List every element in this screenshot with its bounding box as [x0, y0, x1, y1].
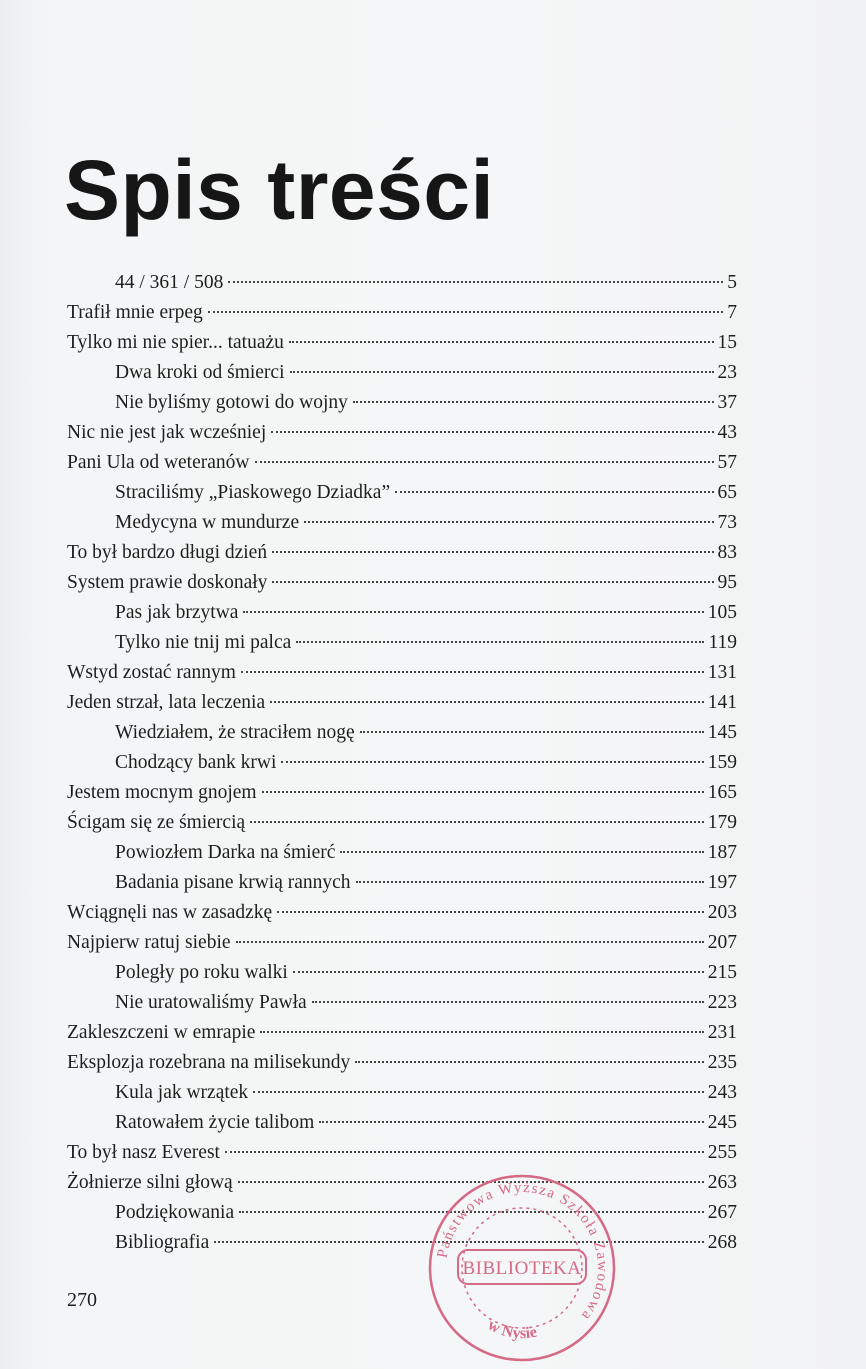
dot-leader [255, 460, 714, 463]
toc-entry [67, 568, 737, 598]
toc-entry [67, 1198, 737, 1228]
toc-entry [67, 1048, 737, 1078]
dot-leader [271, 430, 713, 433]
dot-leader [312, 1000, 704, 1003]
toc-entry-page: 263 [707, 1172, 737, 1193]
dot-leader [272, 550, 713, 553]
dot-leader [395, 490, 713, 493]
toc-entry [67, 298, 737, 328]
toc-entry-page: 43 [717, 422, 737, 443]
dot-leader [253, 1090, 704, 1093]
toc-entry [67, 598, 737, 628]
toc-entry-page: 145 [707, 722, 737, 743]
dot-leader [356, 880, 704, 883]
toc-entry [67, 1078, 737, 1108]
toc-entry-page: 141 [707, 692, 737, 713]
dot-leader [296, 640, 704, 643]
toc-entry-title: Tylko nie tnij mi palca [115, 632, 292, 653]
toc-entry-title: Nic nie jest jak wcześniej [67, 422, 267, 443]
toc-entry-page: 245 [707, 1112, 737, 1133]
toc-entry [67, 1108, 737, 1138]
dot-leader [290, 370, 714, 373]
dot-leader [250, 820, 704, 823]
toc-entry-page: 95 [717, 572, 737, 593]
dot-leader [293, 970, 704, 973]
toc-entry [67, 898, 737, 928]
toc-entry-title: Pani Ula od weteranów [67, 452, 250, 473]
toc-entry-title: Trafił mnie erpeg [67, 302, 203, 323]
dot-leader [319, 1120, 703, 1123]
toc-entry-page: 165 [707, 782, 737, 803]
dot-leader [236, 940, 704, 943]
dot-leader [340, 850, 703, 853]
table-of-contents [67, 268, 737, 1258]
toc-entry-page: 131 [707, 662, 737, 683]
toc-entry-title: Zakleszczeni w emrapie [67, 1022, 256, 1043]
toc-entry-page: 5 [727, 272, 737, 293]
toc-entry-title: Chodzący bank krwi [115, 752, 277, 773]
dot-leader [353, 400, 714, 403]
page-number: 270 [67, 1289, 97, 1311]
toc-entry [67, 1018, 737, 1048]
toc-entry-title: Powiozłem Darka na śmierć [115, 842, 336, 863]
toc-entry-title: Wciągnęli nas w zasadzkę [67, 902, 273, 923]
toc-entry-page: 65 [717, 482, 737, 503]
dot-leader [270, 700, 704, 703]
toc-entry-title: Nie byliśmy gotowi do wojny [115, 392, 348, 413]
toc-entry [67, 328, 737, 358]
toc-entry [67, 448, 737, 478]
toc-entry-page: 255 [707, 1142, 737, 1163]
toc-entry-page: 83 [717, 542, 737, 563]
toc-entry-title: Pas jak brzytwa [115, 602, 239, 623]
toc-entry-title: System prawie doskonały [67, 572, 268, 593]
toc-entry [67, 868, 737, 898]
toc-entry [67, 478, 737, 508]
dot-leader [243, 610, 703, 613]
toc-entry [67, 508, 737, 538]
toc-entry-title: Poległy po roku walki [115, 962, 288, 983]
dot-leader [260, 1030, 703, 1033]
toc-entry-title: 44 / 361 / 508 [115, 272, 224, 293]
toc-entry [67, 718, 737, 748]
toc-entry-title: Bibliografia [115, 1232, 210, 1253]
toc-entry-page: 73 [717, 512, 737, 533]
dot-leader [241, 670, 704, 673]
toc-entry-page: 235 [707, 1052, 737, 1073]
toc-entry-title: Najpierw ratuj siebie [67, 932, 231, 953]
toc-entry [67, 988, 737, 1018]
toc-entry-page: 119 [708, 632, 737, 653]
toc-entry-title: Nie uratowaliśmy Pawła [115, 992, 307, 1013]
toc-entry [67, 958, 737, 988]
dot-leader [277, 910, 704, 913]
dot-leader [360, 730, 704, 733]
dot-leader [289, 340, 714, 343]
toc-entry-page: 203 [707, 902, 737, 923]
toc-entry-title: Tylko mi nie spier... tatuażu [67, 332, 284, 353]
toc-entry [67, 928, 737, 958]
toc-entry [67, 658, 737, 688]
toc-entry-page: 7 [727, 302, 737, 323]
toc-entry [67, 538, 737, 568]
toc-entry [67, 838, 737, 868]
toc-entry-title: To był nasz Everest [67, 1142, 220, 1163]
toc-entry-page: 179 [707, 812, 737, 833]
toc-entry-page: 268 [707, 1232, 737, 1253]
toc-entry-title: Straciliśmy „Piaskowego Dziadka” [115, 482, 391, 503]
toc-entry-title: Ratowałem życie talibom [115, 1112, 315, 1133]
toc-entry-title: Dwa kroki od śmierci [115, 362, 285, 383]
stamp-center-text: BIBLIOTEKA [462, 1258, 582, 1279]
toc-entry [67, 1168, 737, 1198]
toc-entry-page: 187 [707, 842, 737, 863]
dot-leader [355, 1060, 704, 1063]
toc-entry-page: 105 [707, 602, 737, 623]
toc-entry-page: 159 [707, 752, 737, 773]
toc-entry [67, 748, 737, 778]
toc-entry-title: Podziękowania [115, 1202, 235, 1223]
library-stamp [424, 1170, 620, 1366]
toc-entry-page: 57 [717, 452, 737, 473]
toc-entry [67, 628, 737, 658]
toc-entry-title: Kula jak wrzątek [115, 1082, 249, 1103]
toc-entry [67, 388, 737, 418]
toc-entry [67, 808, 737, 838]
toc-entry-title: Wstyd zostać rannym [67, 662, 236, 683]
toc-entry [67, 1138, 737, 1168]
page-title: Spis treści [64, 143, 495, 237]
toc-entry-page: 197 [707, 872, 737, 893]
dot-leader [281, 760, 703, 763]
toc-entry-page: 223 [707, 992, 737, 1013]
toc-entry-title: To był bardzo długi dzień [67, 542, 268, 563]
toc-entry-title: Medycyna w mundurze [115, 512, 300, 533]
stamp-ring-text: Państwowa Wyższa Szkoła Zawodowa [434, 1179, 611, 1324]
dot-leader [272, 580, 713, 583]
toc-entry-page: 207 [707, 932, 737, 953]
toc-entry-page: 231 [707, 1022, 737, 1043]
toc-entry [67, 418, 737, 448]
toc-entry-title: Żołnierze silni głową [67, 1172, 233, 1193]
toc-entry-title: Jestem mocnym gnojem [67, 782, 257, 803]
toc-entry [67, 268, 737, 298]
toc-entry-page: 23 [717, 362, 737, 383]
toc-entry-page: 267 [707, 1202, 737, 1223]
dot-leader [262, 790, 704, 793]
toc-entry-page: 243 [707, 1082, 737, 1103]
toc-entry-title: Wiedziałem, że straciłem nogę [115, 722, 355, 743]
stamp-bottom-text: w Nysie [484, 1316, 539, 1343]
dot-leader [228, 280, 723, 283]
toc-entry [67, 688, 737, 718]
toc-entry-title: Badania pisane krwią rannych [115, 872, 351, 893]
dot-leader [304, 520, 713, 523]
toc-entry-title: Eksplozja rozebrana na milisekundy [67, 1052, 351, 1073]
dot-leader [225, 1150, 704, 1153]
toc-entry-title: Ścigam się ze śmiercią [67, 812, 246, 833]
toc-entry [67, 1228, 737, 1258]
toc-entry-title: Jeden strzał, lata leczenia [67, 692, 266, 713]
toc-entry [67, 358, 737, 388]
toc-entry [67, 778, 737, 808]
toc-entry-page: 37 [717, 392, 737, 413]
toc-entry-page: 215 [707, 962, 737, 983]
toc-entry-page: 15 [717, 332, 737, 353]
dot-leader [208, 310, 724, 313]
